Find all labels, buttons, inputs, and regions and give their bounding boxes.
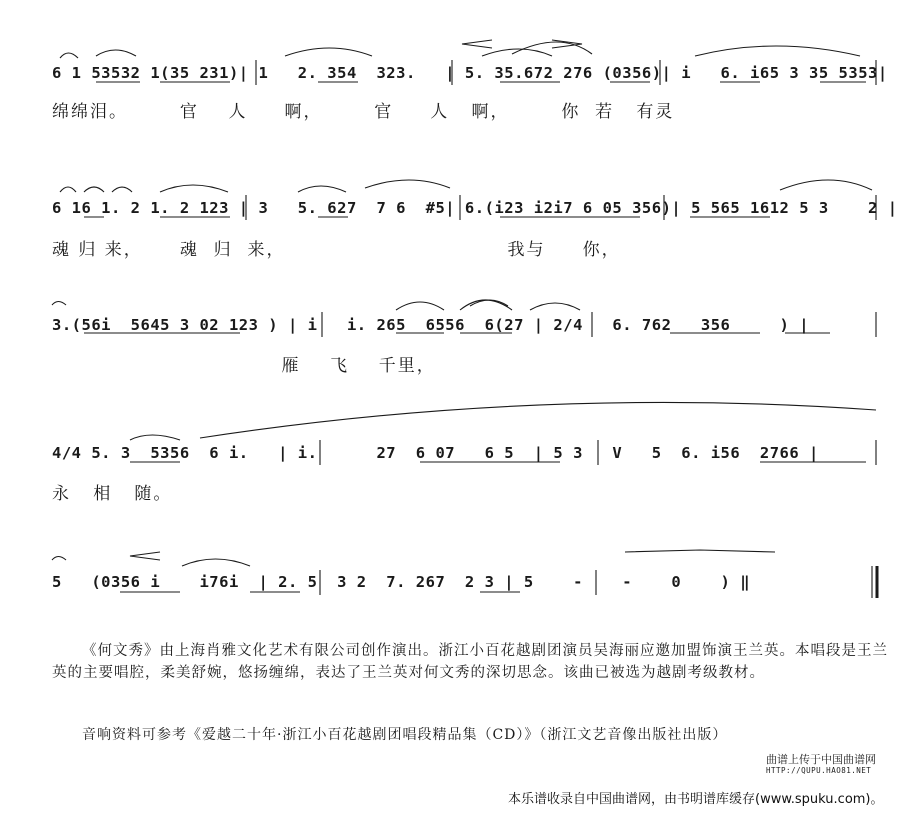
upload-credit-url: HTTP://QUPU.HAO81.NET [766,766,872,775]
source-footer: 本乐谱收录自中国曲谱网，由书明谱库缓存(www.spuku.com)。 [508,792,884,807]
score-row-3-notes: 3.(56i 5645 3 02 123 ) | i i. 265 6556 6(27 | 2/4 6. 762 356 ) | [52,316,810,334]
score-row-4-notes: 4/4 5. 3 5356 6 i. | i. 27 6 07 6 5 | 5 3 V 5 6. i56 2766 | [52,444,819,462]
score-row-4-lyrics: 永 相 随。 [52,484,173,504]
upload-credit: 曲谱上传于中国曲谱网 [766,753,876,766]
score-row-5-notes: 5 (0356 i i76i | 2. 5 3 2 7. 267 2 3 | 5 - - 0 ) ‖ [52,573,751,591]
description-paragraph: 《何文秀》由上海肖雅文化艺术有限公司创作演出。浙江小百花越剧团演员吴海丽应邀加盟饰演王兰英。本唱段是王兰英的主要唱腔，柔美舒婉，悠扬缠绵，表达了王兰英对何文秀的深切思念。该曲已被选为越剧考级教材。 [52,643,888,681]
score-row-2-lyrics: 魂 归 来， 魂 归 来， 我与 你， [52,240,621,260]
audio-reference-paragraph: 音响资料可参考《爱越二十年·浙江小百花越剧团唱段精品集（CD）》（浙江文艺音像出版社出版） [82,727,728,743]
score-row-3-lyrics: 雁 飞 千里， [52,356,436,376]
score-row-1-lyrics: 绵绵泪。 官 人 啊， 官 人 啊， 你 若 有灵 [52,102,675,122]
score-row-1-notes: 6 1 53532 1(35 231)| 1 2. 354 323. | 5. 35.672 276 (0356)| i 6. i65 3 35 5353| [52,64,888,82]
score-row-2-notes: 6 16 1. 2 1. 2 123 | 3 5. 627 7 6 #5| 6.(i23 i2i7 6 05 356)| 5 565 1612 5 3 2 | [52,199,898,217]
